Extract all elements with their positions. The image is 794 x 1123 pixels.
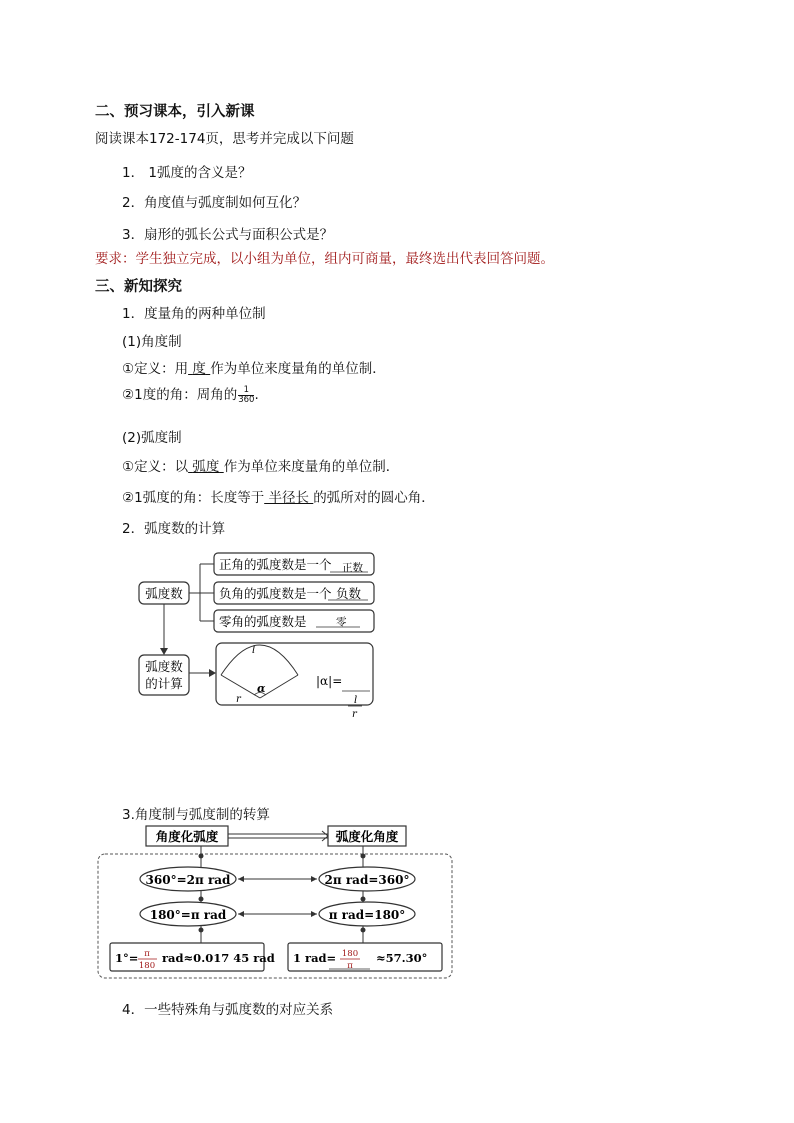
one-degree-suffix: .	[254, 387, 259, 403]
section2-heading: 二、预习课本，引入新课	[95, 104, 255, 120]
one-degree-lhs: 1°=	[115, 951, 139, 965]
units-title: 1．度量角的两种单位制	[122, 306, 266, 322]
down-arrow	[160, 648, 168, 655]
radian-definition-blank: 弧度	[192, 459, 220, 475]
section3-heading: 三、新知探究	[95, 279, 182, 295]
eq-180-deg: 180°=π rad	[149, 908, 227, 922]
zero-text: 零角的弧度数是	[219, 614, 307, 629]
degree-definition	[122, 357, 386, 377]
label-alpha: α	[257, 682, 266, 695]
one-radian-definition	[122, 486, 435, 506]
one-degree-prefix: ②1度的角：周角的	[122, 387, 238, 403]
eq-pi-rad: π rad=180°	[328, 908, 406, 922]
question-3: 3．扇形的弧长公式与面积公式是？	[122, 227, 334, 243]
conversion-diagram	[96, 820, 456, 985]
root-label: 弧度数	[145, 586, 183, 601]
rad-to-deg-title: 弧度化角度	[335, 829, 399, 844]
one-degree-fraction: $\frac{1}{360}$	[238, 384, 255, 405]
one-degree-den: 180	[138, 961, 156, 971]
label-r: r	[236, 694, 241, 705]
negative-answer: 负数	[336, 586, 362, 601]
degree-definition-suffix: 作为单位来度量角的单位制．	[210, 361, 386, 377]
one-radian-num: 180	[341, 949, 359, 959]
one-degree-definition	[122, 383, 259, 405]
degree-system-title: (1)角度制	[122, 334, 182, 350]
one-radian-blank: 半径长	[268, 490, 309, 506]
right-arrow	[209, 669, 216, 677]
deg-to-rad-title: 角度化弧度	[155, 829, 219, 844]
section2-intro: 阅读课本172-174页，思考并完成以下问题	[95, 131, 354, 147]
degree-definition-prefix: ①定义：用	[122, 361, 189, 377]
special-angles-title: 4．一些特殊角与弧度数的对应关系	[122, 1002, 334, 1018]
radian-number-diagram	[130, 545, 390, 725]
radian-calc-title: 2．弧度数的计算	[122, 521, 226, 537]
one-degree-rhs: rad≈0.017 45 rad	[162, 951, 275, 965]
one-radian-suffix: 的弧所对的圆心角．	[313, 490, 435, 506]
negative-text: 负角的弧度数是一个	[219, 586, 332, 601]
one-radian-lhs: 1 rad=	[293, 951, 337, 965]
radian-definition-prefix: ①定义：以	[122, 459, 189, 475]
conversion-title: 3.角度制与弧度制的转算	[122, 807, 270, 823]
question-1: 1． 1弧度的含义是？	[122, 165, 252, 181]
label-l: l	[252, 645, 256, 656]
one-radian-prefix: ②1弧度的角：长度等于	[122, 490, 265, 506]
radian-definition	[122, 455, 399, 475]
zero-answer: 零	[336, 616, 347, 628]
formula-lhs: |α|=	[316, 674, 343, 688]
one-radian-den: π	[347, 961, 353, 971]
eq-360-deg: 360°=2π rad	[145, 873, 231, 887]
calc-line-1: 弧度数	[145, 659, 183, 674]
eq-2pi-rad: 2π rad=360°	[324, 873, 410, 887]
degree-definition-blank: 度	[192, 361, 206, 377]
radian-definition-suffix: 作为单位来度量角的单位制．	[223, 459, 400, 475]
formula-denominator: r	[352, 709, 357, 720]
one-degree-num: π	[144, 949, 150, 959]
calc-line-2: 的计算	[145, 676, 183, 691]
one-radian-rhs: ≈57.30°	[376, 951, 428, 965]
radian-system-title: (2)弧度制	[122, 430, 182, 446]
formula-numerator: l	[354, 695, 358, 706]
question-2: 2．角度值与弧度制如何互化？	[122, 195, 307, 211]
positive-text: 正角的弧度数是一个	[219, 557, 332, 572]
requirement-note: 要求：学生独立完成，以小组为单位，组内可商量，最终选出代表回答问题。	[95, 251, 554, 267]
positive-answer: 正数	[342, 562, 363, 574]
